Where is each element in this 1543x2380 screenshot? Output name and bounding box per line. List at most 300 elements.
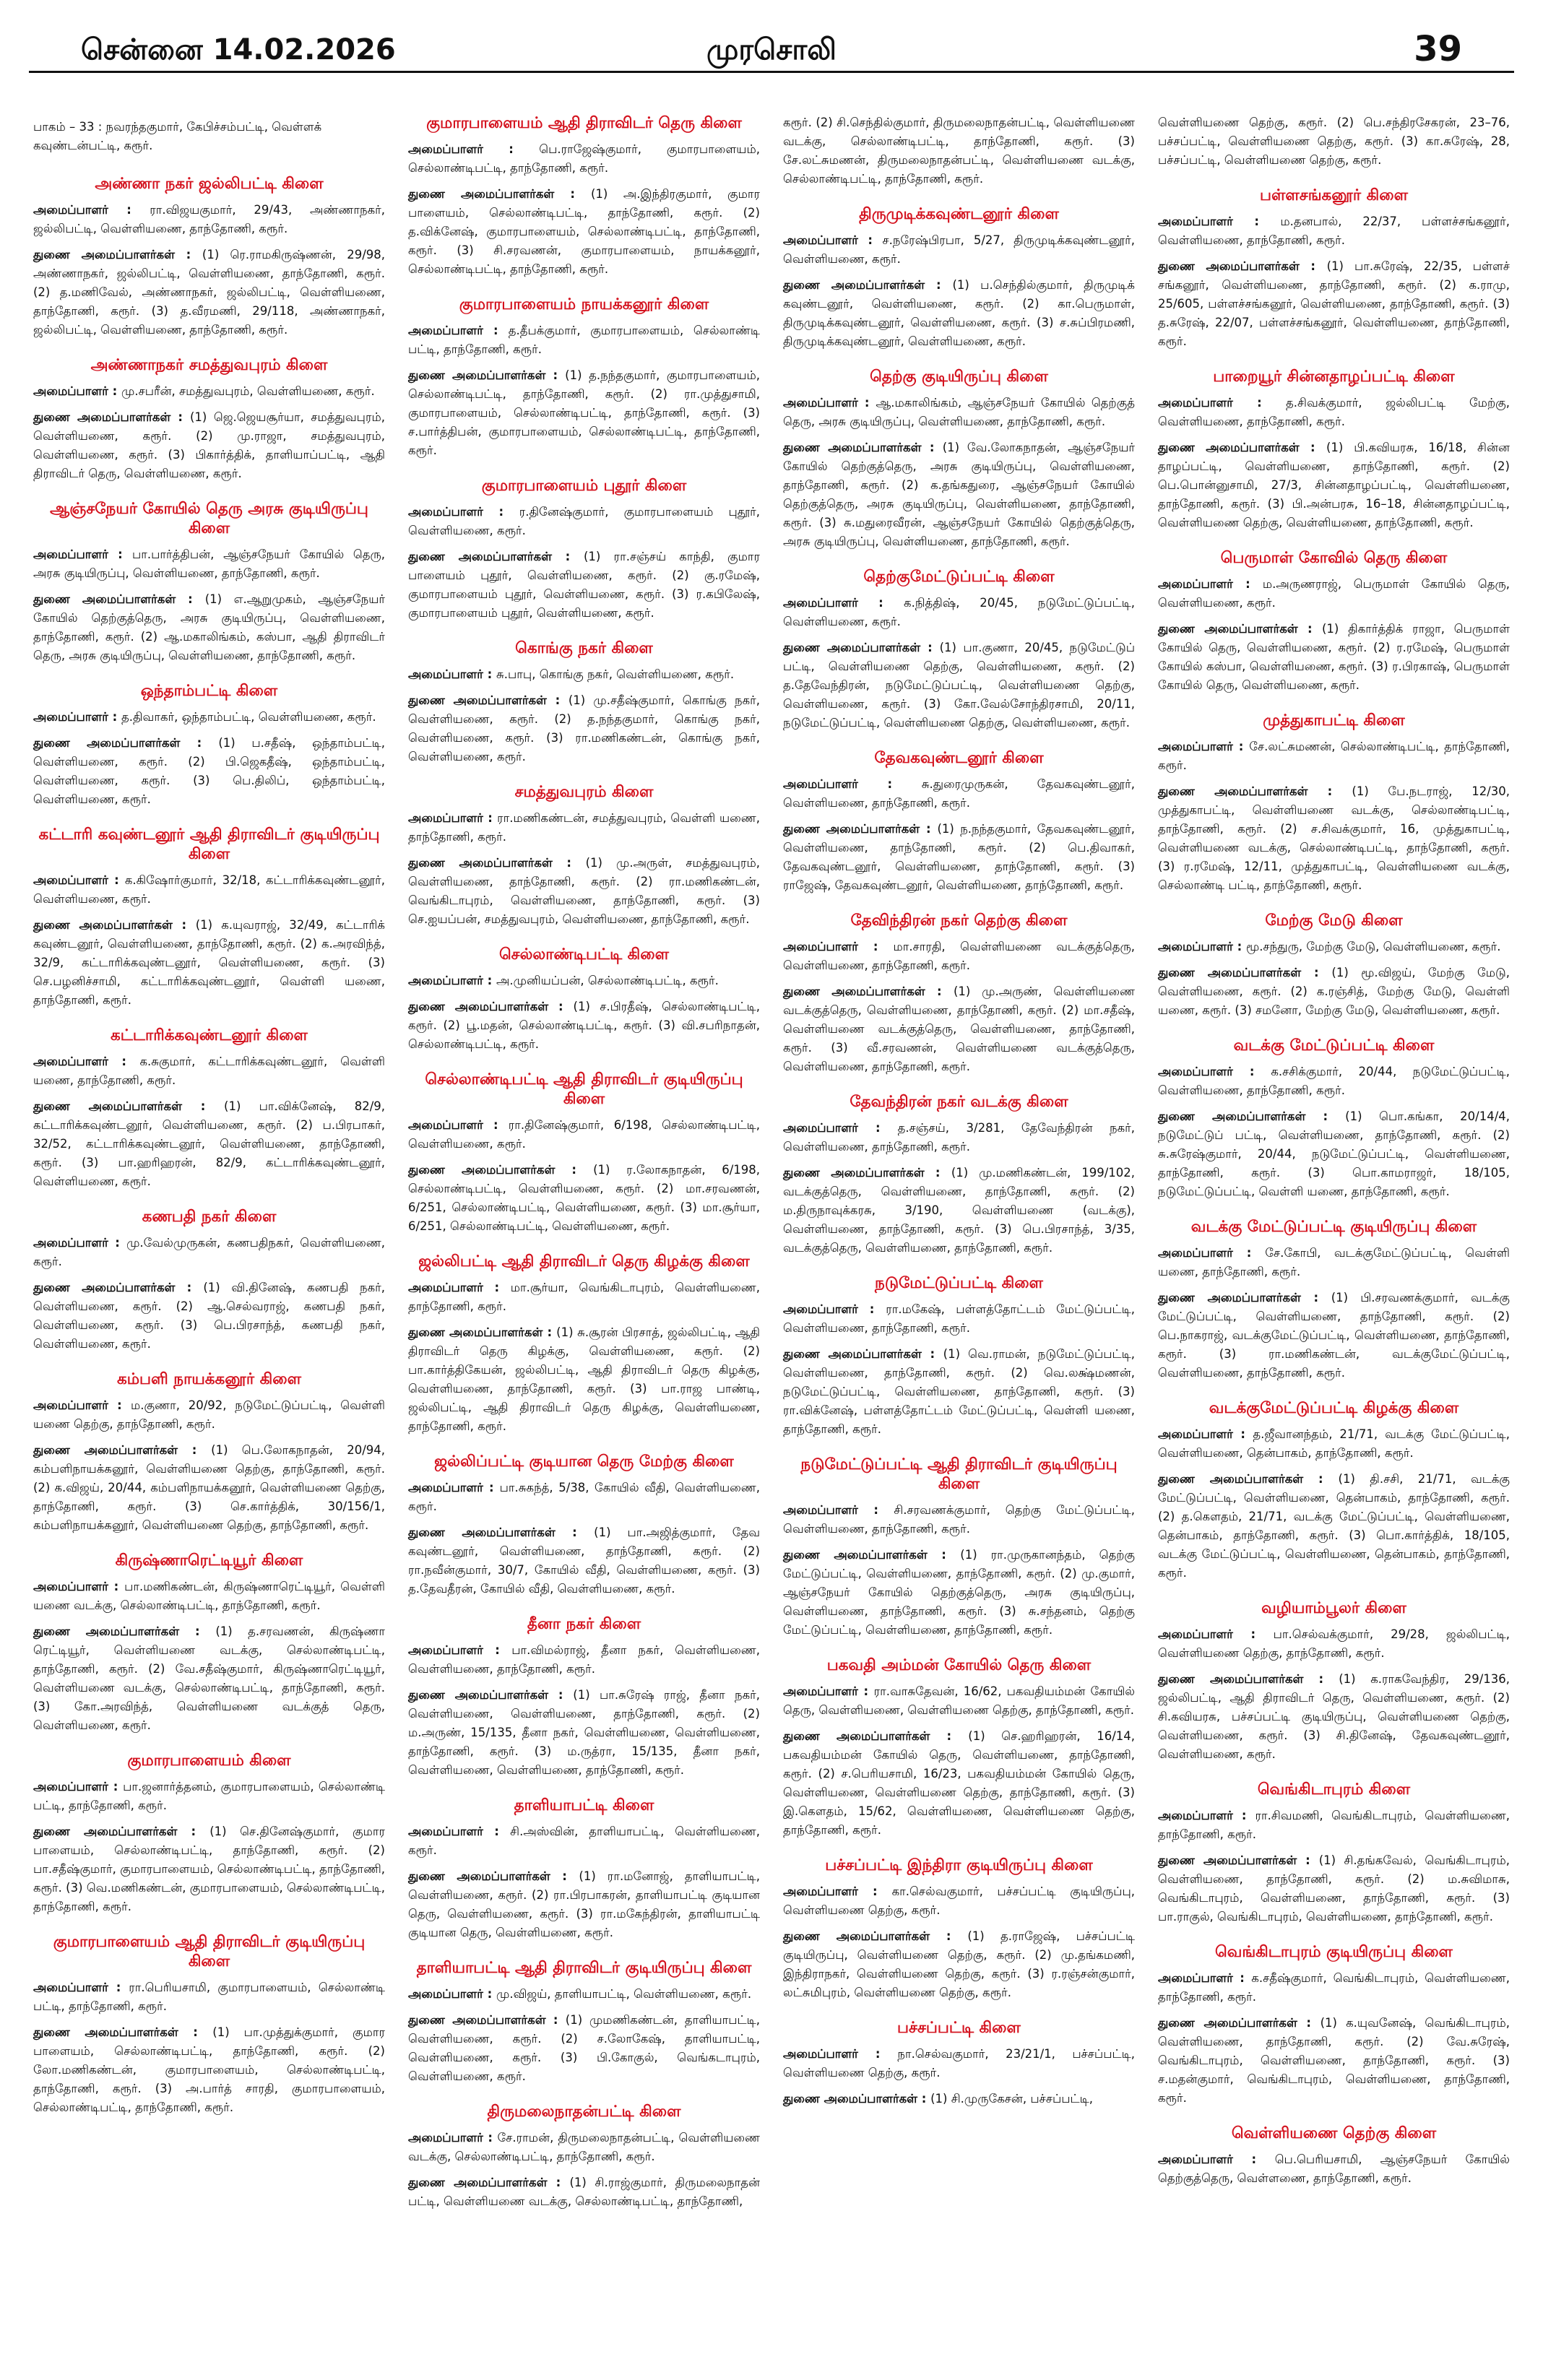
branch-title: பெருமாள் கோவில் தெரு கிளை (1220, 549, 1448, 567)
deputies-entry (783, 1727, 1135, 1840)
member-details: க.சுகுமார், கட்டாரிக்கவுண்டனூர், வெள்ளி யணை, தாந்தோணி, கரூர். (33, 1055, 385, 1087)
member-details: (1) மு.மணிகண்டன், 199/102, வடக்குத்தெரு, வெள்ளியணை, தாந்தோணி, கரூர். (2) ம.திருநாவுக்கரசு, 3/190, வெள்ளியணை (வடக்கு), வெள்ளியணை, தாந்தோணி, கரூர். (3) பெ.பிரசாந்த், 3/35, வடக்குத்தெரு, வெள்ளியணை, தாந்தோணி, கரூர். (783, 1166, 1136, 1255)
secretary-entry (408, 2129, 760, 2166)
member-details: மு.சபரீன், சமத்துவபுரம், வெள்ளியணை, கரூர். (121, 384, 375, 398)
secretary-entry (33, 1396, 385, 1434)
member-details: ரா.விஜயகுமார், 29/43, அண்ணாநகர், ஜல்லிபட்டி, வெள்ளியணை, தாந்தோணி, கரூர். (33, 203, 385, 235)
branch-section (408, 295, 760, 460)
branch-title: திருமுடிக்கவுண்டனூர் கிளை (859, 205, 1059, 223)
role-label: அமைப்பாளர் : (33, 710, 122, 724)
member-details: சே.லட்சுமணன், செல்லாண்டிபட்டி, தாந்தோணி, கரூர். (1158, 740, 1510, 772)
secretary-entry (783, 1882, 1135, 1920)
member-details: (1) பா.சுரேஷ், 22/35, பள்ளச் சங்கனூர், வெள்ளியணை, தாந்தோணி, கரூர். (2) க.ராமு, 25/605, பள்ளச்சங்கனூர், வெள்ளியணை, தாந்தோணி, கரூர். (3) த.சுரேஷ், 22/07, பள்ளச்சங்கனூர், வெள்ளியணை, தாந்தோணி, கரூர். (1158, 259, 1510, 348)
branch-section (408, 476, 760, 623)
branch-section (33, 1551, 385, 1735)
branch-section (408, 1070, 760, 1236)
branch-title: தேவந்திரன் நகர் வடக்கு கிளை (850, 1093, 1068, 1111)
member-details: சு.பாபு, கொங்கு நகர், வெள்ளியணை, கரூர். (496, 667, 735, 681)
role-label: அமைப்பாளர் : (783, 1684, 874, 1698)
branch-title: ஜல்லிப்பட்டி குடியான தெரு மேற்கு கிளை (434, 1453, 734, 1471)
secretary-entry (783, 938, 1135, 975)
role-label: அமைப்பாளர் : (33, 1580, 125, 1593)
role-label: அமைப்பாளர் : (408, 1281, 511, 1294)
member-details: த.சிவக்குமார், ஜல்லிபட்டி மேற்கு, வெள்ளியணை, தாந்தோணி, கரூர். (1158, 396, 1510, 428)
member-details: (1) ப.செந்தில்குமார், திருமுடிக் கவுண்டனூர், வெள்ளியணை, கரூர். (2) கா.பெருமாள், திருமுடிக்கவுண்டனூர், வெள்ளியணை, கரூர். (3) ச.சுப்பிரமணி, திருமுடிக்கவுண்டனூர், வெள்ளியணை, கரூர். (783, 278, 1135, 348)
role-label: அமைப்பாளர் : (33, 203, 150, 217)
branch-section (783, 748, 1135, 895)
role-label: அமைப்பாளர் : (1158, 396, 1287, 410)
column-3 (779, 113, 1139, 2360)
branch-title: ஜல்லிபட்டி ஆதி திராவிடர் தெரு கிழக்கு கிளை (418, 1252, 750, 1271)
secretary-entry (408, 503, 760, 540)
branch-title: குமாரபாளையம் கிளை (127, 1752, 291, 1770)
deputies-entry (33, 1097, 385, 1191)
branch-section (1158, 186, 1510, 351)
deputies-entry (408, 2011, 760, 2086)
role-label: அமைப்பாளர் : (1158, 577, 1263, 591)
secretary-entry (408, 972, 760, 990)
branch-section (408, 1452, 760, 1598)
secretary-entry (33, 1778, 385, 1815)
member-details: (1) திகார்த்திக் ராஜா, பெருமாள் கோயில் தெரு, வெள்ளியணை, கரூர். (2) ர.ரமேஷ், பெருமாள் கோயில் கஸ்பா, வெள்ளியணை, கரூர். (3) ர.பிரகாஷ், பெருமாள் கோயில் தெரு, வெள்ளியணை, கரூர். (1158, 622, 1510, 692)
member-details: க.நித்திஷ், 20/45, நடுமேட்டுப்பட்டி, வெள்ளியணை, கரூர். (783, 596, 1135, 628)
role-label: துணை அமைப்பாளர்கள் : (1158, 784, 1352, 798)
role-label: துணை அமைப்பாளர்கள் : (408, 187, 591, 201)
role-label: துணை அமைப்பாளர்கள் : (783, 1729, 969, 1743)
member-details: (1) வெ.ராமன், நடுமேட்டுப்பட்டி, வெள்ளியணை, தாந்தோணி, கரூர். (2) வெ.லக்ஷ்மணன், நடுமேட்டுப்பட்டி, வெள்ளியணை, தாந்தோணி, கரூர். (3) ரா.விக்னேஷ், பள்ளத்தோட்டம் மேட்டுப்பட்டி, வெள்ளி யணை, தாந்தோணி, கரூர். (783, 1347, 1136, 1436)
branch-title: செல்லாண்டிபட்டி கிளை (498, 945, 670, 964)
column-4 (1154, 113, 1514, 2360)
member-details: (1) ரா.முருகானந்தம், தெற்கு மேட்டுப்பட்டி, வெள்ளியணை, தாந்தோணி, கரூர். (2) மு.குமார், ஆஞ்சநேயர் கோயில் தெற்குத்தெரு, அரசு குடியிருப்பு, வெள்ளியணை, தாந்தோணி, கரூர். (3) சு.சந்தனம், தெற்கு மேட்டுப்பட்டி, வெள்ளியணை, தாந்தோணி, கரூர். (783, 1548, 1135, 1637)
member-details: மூ.சந்துரு, மேற்கு மேடு, வெள்ளியணை, கரூர். (1246, 940, 1501, 953)
branch-title: பச்சப்பட்டி கிளை (897, 2019, 1021, 2037)
branch-section (783, 1273, 1135, 1439)
role-label: துணை அமைப்பாளர்கள் : (1158, 441, 1326, 454)
role-label: அமைப்பாளர் : (783, 596, 904, 610)
member-details: சே.ராமன், திருமலைநாதன்பட்டி, வெள்ளியணை வடக்கு, செல்லாண்டிபட்டி, தாந்தோணி, கரூர். (408, 2131, 760, 2163)
branch-section (33, 355, 385, 483)
branch-title: வடக்குமேட்டுப்பட்டி கிழக்கு கிளை (1209, 1399, 1459, 1417)
branch-section (783, 1656, 1135, 1840)
branch-title: மேற்கு மேடு கிளை (1265, 912, 1403, 930)
branch-section (33, 681, 385, 809)
member-details: (1) த.நந்தகுமார், குமாரபாளையம், செல்லாண்டிபட்டி, தாந்தோணி, கரூர். (2) ரா.முத்துசாமி, குமாரபாளையம், செல்லாண்டிபட்டி, தாந்தோணி, கரூர். (3) ச.பார்த்திபன், குமாரபாளையம், செல்லாண்டிபட்டி, தாந்தோணி, கரூர். (408, 368, 760, 457)
role-label: துணை அமைப்பாளர்கள் : (33, 410, 190, 424)
branch-section (1158, 1942, 1510, 2108)
secretary-entry (33, 382, 385, 401)
role-label: துணை அமைப்பாளர்கள் : (1158, 1291, 1331, 1304)
role-label: துணை அமைப்பாளர்கள் : (783, 641, 940, 654)
secretary-entry (783, 1501, 1135, 1539)
member-details: (1) ப.சதீஷ், ஒந்தாம்பட்டி, வெள்ளியணை, கரூர். (2) பி.ஜெகதீஷ், ஒந்தாம்பட்டி, வெள்ளியணை, கரூர். (3) பெ.திலிப், ஒந்தாம்பட்டி, வெள்ளியணை, கரூர். (33, 736, 386, 806)
member-details: (1) முமணிகண்டன், தாளியாபட்டி, வெள்ளியணை, கரூர். (2) ச.லோகேஷ், தாளியாபட்டி, வெள்ளியணை, கரூர். (3) பி.கோகுல், வெங்கடாபுரம், வெள்ளியணை, கரூர். (408, 2013, 761, 2083)
role-label: அமைப்பாளர் : (408, 2131, 498, 2145)
deputies-entry (33, 734, 385, 809)
role-label: அமைப்பாளர் : (408, 811, 498, 825)
secretary-entry (408, 1479, 760, 1516)
deputies-entry (408, 548, 760, 623)
branch-title: குமாரபாளையம் ஆதி திராவிடர் தெரு கிளை (426, 114, 742, 132)
branch-title: வெள்ளியணை தெற்கு கிளை (1231, 2124, 1437, 2142)
deputies-entry (783, 276, 1135, 351)
role-label: துணை அமைப்பாளர்கள் : (33, 2025, 213, 2039)
member-details: (1) மு.அருண், வெள்ளியணை வடக்குத்தெரு, வெள்ளியணை, தாந்தோணி, கரூர். (2) மா.சதீஷ், வெள்ளியணை வடக்குத்தெரு, வெள்ளியணை, தாந்தோணி, கரூர். (3) வீ.சரவணன், வெள்ளியணை வடக்குத்தெரு, வெள்ளியணை, தாந்தோணி, கரூர். (783, 985, 1135, 1073)
deputies-entry (408, 1161, 760, 1236)
role-label: துணை அமைப்பாளர்கள் : (1158, 2016, 1321, 2030)
secretary-entry (408, 665, 760, 684)
continued-text: கரூர். (2) சி.செந்தில்குமார், திருமலைநாதன்பட்டி, வெள்ளியணை வடக்கு, செல்லாண்டிபட்டி, தாந்தோணி, கரூர். (3) சே.லட்சுமணன், திருமலைநாதன்பட்டி, வெள்ளியணை வடக்கு, செல்லாண்டிபட்டி, தாந்தோணி, கரூர். (783, 116, 1135, 186)
member-details: கா.செல்வகுமார், பச்சப்பட்டி குடியிருப்பு, வெள்ளியணை தெற்கு, கரூர். (783, 1884, 1135, 1917)
role-label: அமைப்பாளர் : (1158, 1065, 1271, 1078)
member-details: பா.விமல்ராஜ், தீனா நகர், வெள்ளியணை, வெள்ளியணை, தாந்தோணி, கரூர். (408, 1643, 760, 1676)
branch-title: கிருஷ்ணாரெட்டியூர் கிளை (115, 1552, 303, 1570)
deputies-entry (33, 916, 385, 1010)
secretary-entry (1158, 1625, 1510, 1663)
page-number: 39 (1414, 29, 1462, 69)
deputies-entry (783, 1927, 1135, 2002)
branch-section (1158, 1398, 1510, 1583)
role-label: துணை அமைப்பாளர்கள் : (33, 592, 205, 606)
deputies-entry (1158, 620, 1510, 695)
member-details: (1) பா.குணா, 20/45, நடுமேட்டுப் பட்டி, வெள்ளியணை தெற்கு, வெள்ளியணை, கரூர். (2) த.தேவேந்திரன், நடுமேட்டுப்பட்டி, வெள்ளியணை தெற்கு, வெள்ளியணை, கரூர். (3) கோ.வேல்சோந்திரசாமி, 20/11, நடுமேட்டுப்பட்டி, வெள்ளியணை தெற்கு, வெள்ளியணை, கரூர். (783, 641, 1135, 730)
deputies-entry (783, 2090, 1135, 2108)
role-label: அமைப்பாளர் : (408, 1987, 497, 2001)
role-label: அமைப்பாளர் : (1158, 740, 1250, 753)
role-label: துணை அமைப்பாளர்கள் : (783, 1929, 968, 1943)
role-label: அமைப்பாளர் : (783, 940, 894, 953)
role-label: அமைப்பாளர் : (1158, 1809, 1255, 1822)
member-details: (1) ரெ.ராமகிருஷ்ணன், 29/98, அண்ணாநகர், ஜல்லிபட்டி, வெள்ளியணை, தாந்தோணி, கரூர். (2) த.மணிவேல், அண்ணாநகர், ஜல்லிபட்டி, வெள்ளியணை, தாந்தோணி, கரூர். (3) த.வீரமணி, 29/118, அண்ணாநகர், ஜல்லிபட்டி, வெள்ளியணை, தாந்தோணி, கரூர். (33, 248, 385, 337)
secretary-entry (33, 201, 385, 238)
role-label: அமைப்பாளர் : (1158, 940, 1247, 953)
masthead (29, 0, 1514, 73)
branch-title: ஆஞ்சநேயர் கோயில் தெரு அரசு குடியிருப்பு கிளை (50, 500, 368, 537)
deputies-entry (33, 2023, 385, 2117)
role-label: அமைப்பாளர் : (408, 667, 497, 681)
member-details: (1) வே.லோகநாதன், ஆஞ்சநேயர் கோயில் தெற்குத்தெரு, அரசு குடியிருப்பு, வெள்ளியணை, தாந்தோணி, கரூர். (2) க.தங்கதுரை, ஆஞ்சநேயர் கோயில் தெற்குத்தெரு, அரசு குடியிருப்பு, வெள்ளியணை, தாந்தோணி, கரூர். (3) சு.மதுரைவீரன், ஆஞ்சநேயர் கோயில் தெற்குத்தெரு, அரசு குடியிருப்பு, வெள்ளியணை, தாந்தோணி, கரூர். (783, 441, 1136, 548)
role-label: துணை அமைப்பாளர்கள் : (1158, 1853, 1319, 1867)
branch-section (33, 1751, 385, 1916)
member-details: (1) பே.நடராஜ், 12/30, முத்துகாபட்டி, வெள்ளியணை வடக்கு, செல்லாண்டிபட்டி, தாந்தோணி, கரூர். (2) ச.சிவக்குமார், 16, முத்துகாபட்டி, வெள்ளியணை வடக்கு, செல்லாண்டிபட்டி, தாந்தோணி, கரூர். (3) ர.ரமேஷ், 12/11, முத்துகாபட்டி, வெள்ளியணை வடக்கு, செல்லாண்டி பட்டி, தாந்தோணி, கரூர். (1158, 784, 1510, 892)
deputies-entry (1158, 1107, 1510, 1201)
role-label: அமைப்பாளர் : (408, 1825, 511, 1838)
branch-section (33, 825, 385, 1010)
member-details: மு.விஜய், தாளியாபட்டி, வெள்ளியணை, கரூர். (496, 1987, 752, 2001)
deputies-entry (1158, 438, 1510, 532)
deputies-entry (1158, 1670, 1510, 1764)
secretary-entry (33, 1234, 385, 1271)
member-details: பா.சுகந்த், 5/38, கோயில் வீதி, வெள்ளியணை, கரூர். (408, 1481, 760, 1513)
role-label: அமைப்பாளர் : (33, 1055, 140, 1068)
role-label: துணை அமைப்பாளர்கள் : (33, 1624, 216, 1638)
branch-title: தெற்குமேட்டுப்பட்டி கிளை (863, 568, 1055, 586)
member-details: (1) செ.தினேஷ்குமார், குமார பாளையம், செல்லாண்டிபட்டி, தாந்தோணி, கரூர். (2) பா.சதீஷ்குமார், குமாரபாளையம், செல்லாண்டிபட்டி, தாந்தோணி, கரூர். (3) வெ.மணிகண்டன், குமாரபாளையம், செல்லாண்டிபட்டி, தாந்தோணி, கரூர். (33, 1825, 386, 1913)
member-details: (1) த.ராஜேஷ், பச்சப்பட்டி குடியிருப்பு, வெள்ளியணை தெற்கு, கரூர். (2) மு.தங்கமணி, இந்திராநகர், வெள்ளியணை தெற்கு, கரூர். (3) ர.ரஞ்சன்குமார், லட்சுமிபுரம், வெள்ளியணை தெற்கு, கரூர். (783, 1929, 1136, 1999)
secretary-entry (783, 775, 1135, 813)
member-details: (1) பா.முத்துக்குமார், குமார பாளையம், செல்லாண்டிபட்டி, தாந்தோணி, கரூர். (2) லோ.மணிகண்டன், குமாரபாளையம், செல்லாண்டிபட்டி, தாந்தோணி, கரூர். (3) அ.பார்த் சாரதி, குமாரபாளையம், செல்லாண்டிபட்டி, தாந்தோணி, கரூர். (33, 2025, 386, 2114)
role-label: துணை அமைப்பாளர்கள் : (783, 1166, 951, 1180)
member-details: பா.மணிகண்டன், கிருஷ்ணாரெட்டியூர், வெள்ளி யணை வடக்கு, செல்லாண்டிபட்டி, தாந்தோணி, கரூர். (33, 1580, 385, 1612)
branch-section (33, 1369, 385, 1535)
member-details: ம.குணா, 20/92, நடுமேட்டுப்பட்டி, வெள்ளி யணை தெற்கு, தாந்தோணி, கரூர். (33, 1398, 385, 1431)
branch-title: ஒந்தாம்பட்டி கிளை (140, 682, 278, 700)
role-label: அமைப்பாளர் : (33, 1981, 129, 1994)
member-details: (1) வி.தினேஷ், கணபதி நகர், வெள்ளியணை, கரூர். (2) ஆ.செல்வராஜ், கணபதி நகர், வெள்ளியணை, கரூர். (3) பெ.பிரசாந்த், கணபதி நகர், வெள்ளியணை, கரூர். (33, 1281, 385, 1351)
secretary-entry (1158, 938, 1510, 956)
deputies-entry (33, 1622, 385, 1735)
deputies-entry (1158, 1289, 1510, 1382)
deputies-entry (1158, 782, 1510, 895)
deputies-entry (783, 639, 1135, 732)
branch-title: வெங்கிடாபுரம் கிளை (1257, 1780, 1411, 1799)
secretary-entry (408, 809, 760, 847)
role-label: அமைப்பாளர் : (1158, 1627, 1274, 1641)
branch-title: வடக்கு மேட்டுப்பட்டி கிளை (1233, 1037, 1435, 1055)
branch-section (408, 1796, 760, 1942)
branch-title: தேவிந்திரன் நகர் தெற்கு கிளை (850, 912, 1068, 930)
branch-section (1158, 911, 1510, 1020)
member-details: (1) சி.ராஜ்குமார், திருமலைநாதன் பட்டி, வெள்ளியணை வடக்கு, செல்லாண்டிபட்டி, தாந்தோணி, (408, 2176, 760, 2208)
member-details: (1) மு.சதீஷ்குமார், கொங்கு நகர், வெள்ளியணை, கரூர். (2) த.நந்தகுமார், கொங்கு நகர், வெள்ளியணை, கரூர். (3) ரா.மணிகண்டன், கொங்கு நகர், வெள்ளியணை, கரூர். (408, 693, 760, 763)
column-1 (29, 113, 389, 2360)
secretary-entry (1158, 1969, 1510, 2007)
secretary-entry (1158, 1425, 1510, 1463)
continued-text: வெள்ளியணை தெற்கு, கரூர். (2) பெ.சந்திரசேகரன், 23–76, பச்சப்பட்டி, வெள்ளியணை தெற்கு, கரூர். (3) கா.சுரேஷ், 28, பச்சப்பட்டி, வெள்ளியணை தெற்கு, கரூர். (1158, 116, 1510, 167)
secretary-entry (408, 140, 760, 178)
member-details: ரா.தினேஷ்குமார், 6/198, செல்லாண்டிபட்டி, வெள்ளியணை, கரூர். (408, 1118, 760, 1151)
branch-section (1158, 1036, 1510, 1201)
member-details: (1) பெ.லோகநாதன், 20/94, கம்பளிநாயக்கனூர், வெள்ளியணை தெற்கு, தாந்தோணி, கரூர். (2) க.விஜய், 20/44, கம்பளிநாயக்கனூர், வெள்ளியணை தெற்கு, தாந்தோணி, கரூர். (3) செ.கார்த்திக், 30/156/1, கம்பளிநாயக்கனூர், வெள்ளியணை தெற்கு, தாந்தோணி, கரூர். (33, 1443, 385, 1532)
member-details: த.தீபக்குமார், குமாரபாளையம், செல்லாண்டி பட்டி, தாந்தோணி, கரூர். (408, 324, 760, 356)
branch-section (1158, 1217, 1510, 1382)
role-label: துணை அமைப்பாளர்கள் : (408, 693, 569, 707)
deputies-entry (783, 1546, 1135, 1640)
role-label: அமைப்பாளர் : (408, 505, 519, 519)
member-details: பா.செல்வக்குமார், 29/28, ஜல்லிபட்டி, வெள்ளியணை தெற்கு, தாந்தோணி, கரூர். (1158, 1627, 1510, 1660)
member-details: ர.தினேஷ்குமார், குமாரபாளையம் புதூர், வெள்ளியணை, கரூர். (408, 505, 760, 537)
issue-date: சென்னை 14.02.2026 (81, 33, 396, 66)
member-details: (1) பி.சரவணக்குமார், வடக்கு மேட்டுப்பட்டி, வெள்ளியணை, தாந்தோணி, கரூர். (2) பெ.நாகராஜ், வடக்குமேட்டுப்பட்டி, வெள்ளியணை, தாந்தோணி, கரூர். (3) ரா.மணிகண்டன், வடக்குமேட்டுப்பட்டி, வெள்ளியணை, தாந்தோணி, கரூர். (1158, 1291, 1510, 1380)
role-label: அமைப்பாளர் : (1158, 1427, 1253, 1441)
branch-title: வழியாம்பூலர் கிளை (1261, 1599, 1406, 1617)
branch-title: தாளியாபட்டி கிளை (514, 1796, 654, 1814)
secretary-entry (1158, 2150, 1510, 2188)
member-details: பா.பார்த்திபன், ஆஞ்சநேயர் கோயில் தெரு, அரசு குடியிருப்பு, வெள்ளியணை, தாந்தோணி, கரூர். (33, 548, 385, 580)
member-details: பா.ஜனார்த்தனம், குமாரபாளையம், செல்லாண்டி பட்டி, தாந்தோணி, கரூர். (33, 1780, 385, 1812)
secretary-entry (33, 545, 385, 583)
member-details: (1) சி.தங்கவேல், வெங்கிடாபுரம், வெள்ளியணை, தாந்தோணி, கரூர். (2) ம.சுவிமாசு, வெங்கிடாபுரம், வெள்ளியணை, தாந்தோணி, கரூர். (3) பா.ராகுல், வெங்கிடாபுரம், வெள்ளியணை, தாந்தோணி, கரூர். (1158, 1853, 1510, 1924)
member-details: க.சசிக்குமார், 20/44, நடுமேட்டுப்பட்டி, வெள்ளியணை, தாந்தோணி, கரூர். (1158, 1065, 1510, 1097)
role-label: துணை அமைப்பாளர்கள் : (33, 1099, 225, 1113)
role-label: துணை அமைப்பாளர்கள் : (33, 248, 202, 261)
branch-title: குமாரபாளையம் புதூர் கிளை (481, 477, 687, 495)
member-details: (1) செ.ஹரிஹரன், 16/14, பகவதியம்மன் கோயில் தெரு, வெள்ளியணை, தாந்தோணி, கரூர். (2) ச.பெரியசாமி, 16/23, பகவதியம்மன் கோயில் தெரு, வெள்ளியணை, வெள்ளியணை தெற்கு, தாந்தோணி, கரூர். (3) இ.கௌதம், 15/62, வெள்ளியணை, வெள்ளியணை தெற்கு, தாந்தோணி, கரூர். (783, 1729, 1135, 1837)
deputies-entry (1158, 1470, 1510, 1583)
intro-note: பாகம் – 33 : நவரந்தகுமார், கேபிச்சம்பட்டி, வெள்ளக் கவுண்டன்பட்டி, கரூர். (33, 120, 322, 152)
member-details: (1) ந.நந்தகுமார், தேவகவுண்டனூர், வெள்ளியணை, தாந்தோணி, கரூர். (2) பெ.திவாகர், தேவகவுண்டனூர், வெள்ளியணை, தாந்தோணி, கரூர். (3) ராஜேஷ், தேவகவுண்டனூர், வெள்ளியணை, தாந்தோணி, கரூர். (783, 822, 1135, 892)
branch-section (783, 1092, 1135, 1258)
role-label: அமைப்பாளர் : (1158, 1246, 1266, 1260)
member-details: ரா.பெரியசாமி, குமாரபாளையம், செல்லாண்டி பட்டி, தாந்தோணி, கரூர். (33, 1981, 385, 2013)
branch-title: பாறையூர் சின்னதாழப்பட்டி கிளை (1213, 368, 1455, 386)
branch-section (1158, 367, 1510, 532)
member-details: ரா.வாசுதேவன், 16/62, பகவதியம்மன் கோயில் தெரு, வெள்ளியணை, வெள்ளியணை தெற்கு, தாந்தோணி, கரூர். (783, 1684, 1135, 1717)
deputies-entry (33, 1441, 385, 1535)
member-details: (1) சு.சூரன் பிரசாத், ஜல்லிபட்டி, ஆதி திராவிடர் தெரு கிழக்கு, வெள்ளியணை, கரூர். (2) பா.கார்த்திகேயன், ஜல்லிபட்டி, ஆதி திராவிடர் தெரு கிழக்கு, வெள்ளியணை, தாந்தோணி, கரூர். (3) பா.ராஜ பாண்டி, ஜல்லிபட்டி, ஆதி திராவிடர் தெரு கிழக்கு, வெள்ளியணை, தாந்தோணி, கரூர். (408, 1325, 761, 1433)
role-label: துணை அமைப்பாளர்கள் : (33, 736, 219, 750)
role-label: துணை அமைப்பாளர்கள் : (783, 2092, 931, 2106)
role-label: துணை அமைப்பாளர்கள் : (408, 1000, 574, 1013)
role-label: துணை அமைப்பாளர்கள் : (1158, 1672, 1339, 1686)
member-details: (1) அ.இந்திரகுமார், குமார பாளையம், செல்லாண்டிபட்டி, தாந்தோணி, கரூர். (2) த.விக்னேஷ், குமாரபாளையம், செல்லாண்டிபட்டி, தாந்தோணி, கரூர். (3) சி.சரவணன், குமாரபாளையம், நாயக்கனூர், செல்லாண்டிபட்டி, தாந்தோணி, கரூர். (408, 187, 760, 276)
member-details: ம.அருணராஜ், பெருமாள் கோயில் தெரு, வெள்ளியணை, கரூர். (1158, 577, 1510, 610)
branch-section (783, 567, 1135, 732)
role-label: அமைப்பாளர் : (1158, 2152, 1275, 2166)
branch-section (783, 113, 1135, 189)
role-label: அமைப்பாளர் : (33, 1236, 127, 1250)
member-details: சி.சரவணக்குமார், தெற்கு மேட்டுப்பட்டி, வெள்ளியணை, தாந்தோணி, கரூர். (783, 1503, 1135, 1536)
branch-section (408, 1252, 760, 1436)
role-label: அமைப்பாளர் : (408, 324, 509, 337)
deputies-entry (408, 998, 760, 1054)
branch-title: வடக்கு மேட்டுப்பட்டி குடியிருப்பு கிளை (1190, 1218, 1477, 1236)
member-details: சு.துரைமுருகன், தேவகவுண்டனூர், வெள்ளியணை, தாந்தோணி, கரூர். (783, 777, 1135, 810)
secretary-entry (783, 1682, 1135, 1720)
role-label: துணை அமைப்பாளர்கள் : (408, 1325, 557, 1339)
branch-title: கணபதி நகர் கிளை (142, 1208, 277, 1226)
deputies-entry (1158, 1851, 1510, 1926)
branch-section (33, 1207, 385, 1354)
article-columns (29, 113, 1514, 2360)
deputies-entry (783, 820, 1135, 895)
role-label: துணை அமைப்பாளர்கள் : (1158, 1109, 1346, 1123)
deputies-entry (33, 1278, 385, 1354)
secretary-entry (33, 708, 385, 727)
branch-section (1158, 2124, 1510, 2188)
branch-title: அண்ணாநகர் சமத்துவபுரம் கிளை (90, 356, 328, 374)
role-label: துணை அமைப்பாளர்கள் : (408, 1869, 579, 1883)
role-label: துணை அமைப்பாளர்கள் : (1158, 259, 1327, 273)
branch-title: கொங்கு நகர் கிளை (515, 639, 653, 657)
member-details: மா.சூர்யா, வெங்கிடாபுரம், வெள்ளியணை, தாந்தோணி, கரூர். (408, 1281, 760, 1313)
deputies-entry (783, 1345, 1135, 1439)
branch-title: நடுமேட்டுப்பட்டி ஆதி திராவிடர் குடியிருப்பு கிளை (800, 1455, 1118, 1493)
member-details: (1) மூ.விஜய், மேற்கு மேடு, வெள்ளியணை, கரூர். (2) க.ரஞ்சித், மேற்கு மேடு, வெள்ளி யணை, கரூர். (3) சமனோ, மேற்கு மேடு, வெள்ளியணை, கரூர். (1158, 966, 1510, 1017)
role-label: அமைப்பாளர் : (408, 1481, 500, 1494)
role-label: துணை அமைப்பாளர்கள் : (408, 1526, 595, 1539)
branch-title: கட்டாரி கவுண்டனூர் ஆதி திராவிடர் குடியிருப்பு கிளை (38, 826, 380, 863)
member-details: ம.தனபால், 22/37, பள்ளச்சங்கனூர், வெள்ளியணை, தாந்தோணி, கரூர். (1158, 215, 1510, 247)
role-label: அமைப்பாளர் : (408, 142, 540, 156)
role-label: துணை அமைப்பாளர்கள் : (408, 368, 566, 382)
secretary-entry (783, 1119, 1135, 1156)
deputies-entry (33, 246, 385, 339)
role-label: துணை அமைப்பாளர்கள் : (408, 1688, 574, 1702)
role-label: துணை அமைப்பாளர்கள் : (33, 1443, 212, 1457)
branch-title: கட்டாரிக்கவுண்டனூர் கிளை (111, 1026, 308, 1044)
role-label: அமைப்பாளர் : (783, 2047, 898, 2061)
member-details: ரா.மணிகண்டன், சமத்துவபுரம், வெள்ளி யணை, தாந்தோணி, கரூர். (408, 811, 760, 844)
member-details: சே.கோபி, வடக்குமேட்டுப்பட்டி, வெள்ளி யணை, தாந்தோணி, கரூர். (1158, 1246, 1510, 1278)
deputies-entry (408, 185, 760, 279)
secretary-entry (783, 1300, 1135, 1338)
secretary-entry (783, 594, 1135, 631)
member-details: (1) க.ராகவேந்திர, 29/136, ஜல்லிபட்டி, ஆதி திராவிடர் தெரு, வெள்ளியணை, கரூர். (2) சி.கவியரசு, பச்சப்பட்டி குடியிருப்பு, வெள்ளியணை தெற்கு, வெள்ளியணை, கரூர். (3) சி.தினேஷ், தேவகவுண்டனூர், வெள்ளியணை, கரூர். (1158, 1672, 1510, 1761)
role-label: துணை அமைப்பாளர்கள் : (408, 856, 586, 870)
secretary-entry (1158, 575, 1510, 613)
branch-title: வெங்கிடாபுரம் குடியிருப்பு கிளை (1215, 1943, 1453, 1961)
role-label: துணை அமைப்பாளர்கள் : (408, 2176, 570, 2189)
member-details: அ.முனியப்பன், செல்லாண்டிபட்டி, கரூர். (496, 974, 719, 987)
branch-title: குமாரபாளையம் ஆதி திராவிடர் குடியிருப்பு கிளை (53, 1933, 366, 1970)
newspaper-name: முரசொலி (706, 33, 837, 66)
column-2 (404, 113, 764, 2360)
secretary-entry (408, 1116, 760, 1154)
role-label: துணை அமைப்பாளர்கள் : (783, 1548, 961, 1562)
secretary-entry (408, 1985, 760, 2004)
secretary-entry (33, 871, 385, 909)
role-label: துணை அமைப்பாளர்கள் : (408, 1163, 594, 1177)
deputies-entry (408, 2173, 760, 2211)
deputies-entry (408, 1323, 760, 1436)
secretary-entry (33, 1052, 385, 1090)
member-details: (1) த.சரவணன், கிருஷ்ணா ரெட்டியூர், வெள்ளியணை வடக்கு, செல்லாண்டிபட்டி, தாந்தோணி, கரூர். (2) வே.சதீஷ்குமார், கிருஷ்ணாரெட்டியூர், வெள்ளியணை வடக்கு, செல்லாண்டிபட்டி, தாந்தோணி, கரூர். (3) கோ.அரவிந்த், வெள்ளியணை வடக்குத் தெரு, வெள்ளியணை, கரூர். (33, 1624, 385, 1732)
deputies-entry (783, 982, 1135, 1076)
branch-title: தேவகவுண்டனூர் கிளை (874, 749, 1044, 767)
branch-section (1158, 113, 1510, 170)
member-details: சி.அஸ்வின், தாளியாபட்டி, வெள்ளியணை, கரூர். (408, 1825, 760, 1857)
role-label: துணை அமைப்பாளர்கள் : (408, 550, 584, 563)
deputies-entry (408, 366, 760, 460)
deputies-entry (783, 438, 1135, 551)
role-label: துணை அமைப்பாளர்கள் : (1158, 1472, 1339, 1486)
role-label: துணை அமைப்பாளர்கள் : (33, 918, 196, 932)
deputies-entry (1158, 257, 1510, 351)
secretary-entry (408, 1641, 760, 1679)
role-label: அமைப்பாளர் : (408, 1643, 512, 1657)
secretary-entry (1158, 1806, 1510, 1844)
secretary-entry (1158, 394, 1510, 431)
role-label: அமைப்பாளர் : (408, 974, 497, 987)
branch-title: குமாரபாளையம் நாயக்கனூர் கிளை (459, 295, 709, 313)
member-details: மா.சாரதி, வெள்ளியணை வடக்குத்தெரு, வெள்ளியணை, தாந்தோணி, கரூர். (783, 940, 1135, 972)
deputies-entry (1158, 2014, 1510, 2108)
deputies-entry (33, 590, 385, 665)
branch-section (33, 1026, 385, 1191)
member-details: ஆ.மகாலிங்கம், ஆஞ்சநேயர் கோயில் தெற்குத் தெரு, அரசு குடியிருப்பு, வெள்ளியணை, தாந்தோணி, கரூர். (783, 396, 1135, 428)
member-details: பெ.ராஜேஷ்குமார், குமாரபாளையம், செல்லாண்டிபட்டி, தாந்தோணி, கரூர். (408, 142, 760, 175)
member-details: த.திவாகர், ஒந்தாம்பட்டி, வெள்ளியணை, கரூர். (121, 710, 376, 724)
branch-section (1158, 711, 1510, 895)
branch-title: நடுமேட்டுப்பட்டி கிளை (875, 1274, 1043, 1292)
role-label: அமைப்பாளர் : (783, 1503, 894, 1517)
branch-section (783, 1856, 1135, 2002)
branch-section (1158, 548, 1510, 695)
secretary-entry (783, 2045, 1135, 2082)
branch-section (783, 2018, 1135, 2108)
role-label: துணை அமைப்பாளர்கள் : (1158, 966, 1332, 979)
deputies-entry (408, 1867, 760, 1942)
member-details: (1) க.யுவராஜ், 32/49, கட்டாரிக் கவுண்டனூர், வெள்ளியணை, தாந்தோணி, கரூர். (2) க.அரவிந்த், 32/9, கட்டாரிக்கவுண்டனூர், வெள்ளியணை, கரூர். (3) செ.பழனிச்சாமி, கட்டாரிக்கவுண்டனூர், வெள்ளி யணை, தாந்தோணி, கரூர். (33, 918, 385, 1007)
branch-title: பள்ளசங்கனூர் கிளை (1260, 186, 1408, 204)
branch-section (408, 1958, 760, 2086)
role-label: துணை அமைப்பாளர்கள் : (33, 1825, 210, 1838)
branch-title: தீனா நகர் கிளை (527, 1615, 641, 1633)
branch-section (33, 1932, 385, 2117)
branch-title: செல்லாண்டிபட்டி ஆதி திராவிடர் குடியிருப்பு கிளை (425, 1070, 743, 1108)
member-details: (1) தி.சசி, 21/71, வடக்கு மேட்டுப்பட்டி, வெள்ளியணை, தென்பாகம், தாந்தோணி, கரூர். (2) த.கௌதம், 21/71, வடக்கு மேட்டுப்பட்டி, வெள்ளியணை, தென்பாகம், தாந்தோணி, கரூர். (3) பொ.கார்த்திக், 18/105, வடக்கு மேட்டுப்பட்டி, வெள்ளியணை, தென்பாகம், தாந்தோணி, கரூர். (1158, 1472, 1510, 1580)
branch-section (408, 2102, 760, 2211)
